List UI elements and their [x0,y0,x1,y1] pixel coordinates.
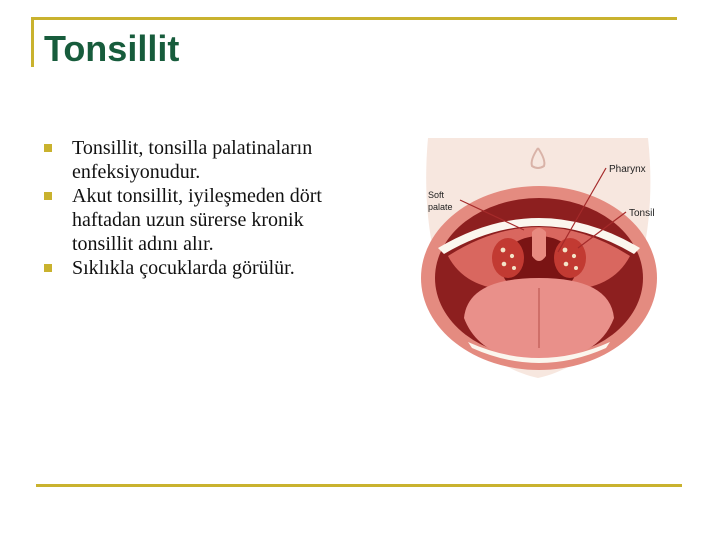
bullet-list [44,136,364,280]
tonsil-illustration [408,128,670,380]
bullet-item [44,256,364,280]
bullet-item [44,136,364,184]
square-bullet-icon [44,264,52,272]
uvula [532,228,546,261]
bullet-text: Tonsillit, tonsilla palatinaların enfeksiyonudur. [72,137,313,183]
pharynx-label: Pharynx [609,164,646,175]
top-rule [31,17,677,20]
bullet-text: Akut tonsillit, iyileşmeden dört haftadan uzun sürerse kronik tonsillit adını alır. [72,185,322,255]
right-tonsil [554,238,586,278]
bottom-rule [36,484,682,487]
bullet-item [44,184,364,256]
slide-title: Tonsillit [44,28,180,69]
soft-palate-label-line2: palate [428,202,453,212]
square-bullet-icon [44,144,52,152]
bullet-text: Sıklıkla çocuklarda görülür. [72,257,295,279]
square-bullet-icon [44,192,52,200]
left-rule [31,17,34,67]
left-tonsil [492,238,524,278]
soft-palate-label-line1: Soft [428,190,445,200]
tonsil-label: Tonsil [629,208,655,219]
